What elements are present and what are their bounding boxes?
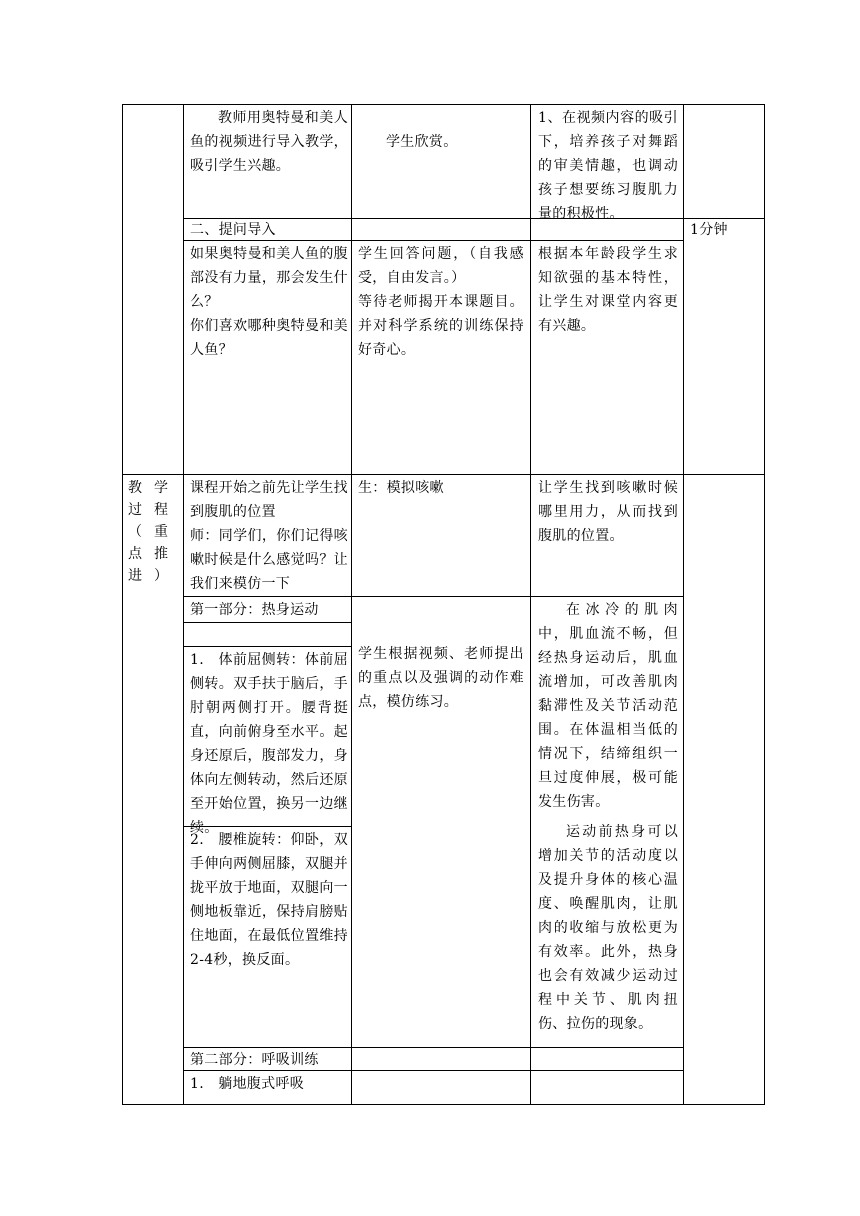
column-divider bbox=[683, 104, 684, 1105]
question-intent-cell: 根据本年龄段学生求知欲强的基本特性，让学生对课堂内容更有兴趣。 bbox=[538, 246, 678, 334]
column-divider bbox=[351, 104, 352, 1105]
question-student-cell bbox=[358, 242, 524, 362]
row-divider bbox=[183, 622, 351, 623]
student-response-line: 学生回答问题，（自我感受，自由发言。） bbox=[358, 246, 524, 286]
section-label-teaching-process bbox=[128, 477, 178, 587]
part2-exercise-1: 1. 躺地腹式呼吸 bbox=[190, 1076, 305, 1092]
row-divider bbox=[183, 596, 683, 597]
section-label-text: 教学过程（重点推进） bbox=[128, 480, 178, 584]
part1-intent-1: 在冰冷的肌肉中，肌血流不畅，但经热身运动后，肌血流增加，可改善肌肉黏滞性及关节活动范围。在体温相当低的情况下，结缔组织一旦过度伸展，极可能发生伤害。 bbox=[538, 602, 678, 810]
activity-line: 师：同学们，你们记得咳嗽时候是什么感觉吗？让我们来模仿一下 bbox=[190, 528, 348, 592]
student-response-line: 等待老师揭开本课题目。并对科学系统的训练保持好奇心。 bbox=[358, 294, 524, 358]
intro-activity-cell: 教师用奥特曼和美人鱼的视频进行导入教学，吸引学生兴趣。 bbox=[190, 110, 348, 174]
table-border-left bbox=[122, 104, 123, 1105]
part1-intent-2: 运动前热身可以增加关节的活动度以及提升身体的核心温度、唤醒肌肉，让肌肉的收缩与放松更为有效率。此外，热身也会有效减少运动过程中关节、肌肉扭伤、拉伤的现象。 bbox=[538, 824, 678, 1032]
part2-title: 第二部分：呼吸训练 bbox=[190, 1052, 319, 1068]
table-border-bottom bbox=[122, 1104, 765, 1105]
question-line: 你们喜欢哪种奥特曼和美人鱼？ bbox=[190, 318, 348, 358]
table-border-top bbox=[122, 104, 765, 105]
activity-line: 课程开始之前先让学生找到腹肌的位置 bbox=[190, 480, 348, 520]
locate-student-cell: 生：模拟咳嗽 bbox=[358, 480, 444, 496]
table-border-right bbox=[764, 104, 765, 1105]
question-line: 如果奥特曼和美人鱼的腹部没有力量，那会发生什么？ bbox=[190, 246, 348, 310]
row-divider bbox=[183, 646, 351, 647]
intro-student-cell: 学生欣赏。 bbox=[386, 134, 458, 150]
intro-intent-cell: 1、在视频内容的吸引下，培养孩子对舞蹈的审美情趣，也调动孩子想要练习腹肌力量的积极性。 bbox=[538, 110, 678, 222]
part1-title: 第一部分：热身运动 bbox=[190, 602, 319, 618]
column-divider bbox=[530, 104, 531, 1105]
locate-activity-cell bbox=[190, 476, 348, 596]
column-divider bbox=[183, 104, 184, 1105]
part1-exercise-1: 1. 体前屈侧转：体前屈侧转。双手扶于脑后，手肘朝两侧打开。腰背挺直，向前俯身至水平。起身还原后，腹部发力，身体向左侧转动，然后还原至开始位置，换另一边继续。 bbox=[190, 652, 348, 836]
question-section-title: 二、提问导入 bbox=[190, 222, 276, 238]
locate-intent-cell: 让学生找到咳嗽时候哪里用力，从而找到腹肌的位置。 bbox=[538, 480, 678, 544]
row-divider bbox=[122, 474, 765, 475]
question-activity-cell bbox=[190, 242, 348, 362]
part1-student-cell: 学生根据视频、老师提出的重点以及强调的动作难点，模仿练习。 bbox=[358, 646, 524, 710]
part1-exercise-2: 2. 腰椎旋转：仰卧，双手伸向两侧屈膝，双腿并拢平放于地面，双腿向一侧地板靠近，保持肩膀贴住地面，在最低位置维持2-4秒，换反面。 bbox=[190, 832, 348, 968]
time-label: 1分钟 bbox=[690, 222, 728, 238]
